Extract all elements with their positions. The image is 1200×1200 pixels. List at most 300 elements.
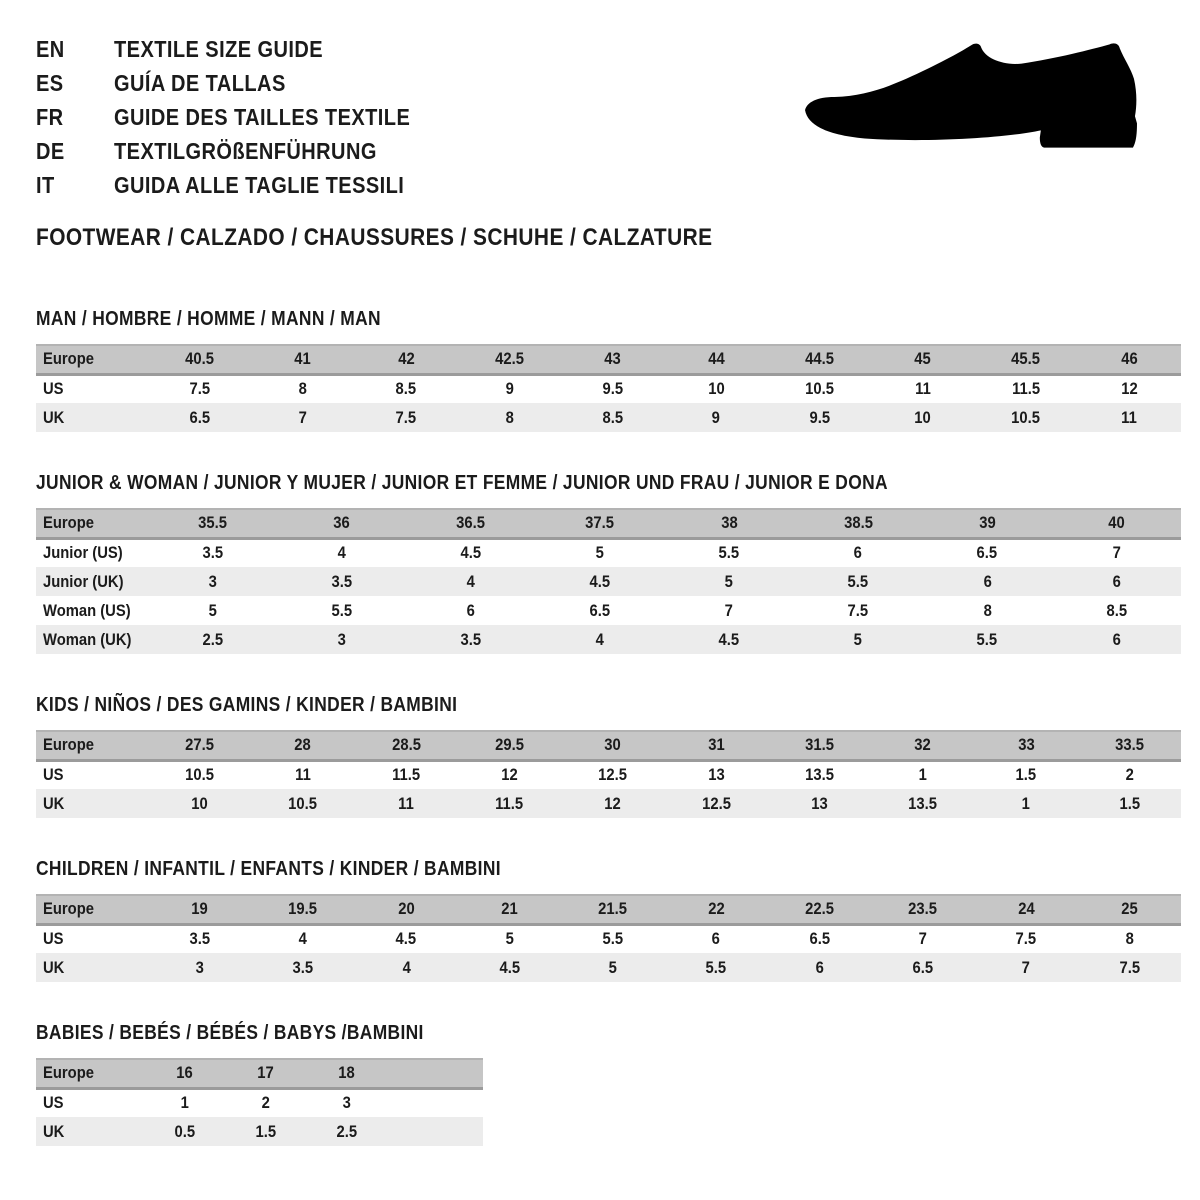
- size-cell: [458, 789, 561, 818]
- language-guide-label: [114, 168, 448, 202]
- size-value: 5.5: [602, 929, 624, 949]
- size-value: 0.5: [174, 1121, 195, 1141]
- table-row: [36, 760, 1181, 789]
- size-cell: [458, 760, 561, 789]
- language-guide-label-text: TEXTILGRÖßENFÜHRUNG: [114, 138, 377, 164]
- size-value: 10.5: [185, 765, 215, 785]
- size-cell: [664, 760, 767, 789]
- language-code: [36, 134, 114, 168]
- empty-cell: [387, 1088, 483, 1117]
- section-title-text: MAN / HOMBRE / HOMME / MANN / MAN: [36, 308, 381, 330]
- table-row: [36, 403, 1181, 432]
- size-cell: [923, 509, 1052, 538]
- size-cell: [665, 538, 794, 567]
- size-value: 9.5: [602, 379, 624, 399]
- category-title-text: FOOTWEAR / CALZADO / CHAUSSURES / SCHUHE / CALZATURE: [36, 224, 713, 251]
- size-cell: [768, 789, 871, 818]
- size-value: 5: [595, 543, 605, 563]
- table-row: [36, 789, 1181, 818]
- language-row-it: [36, 168, 455, 202]
- row-label: [36, 1117, 144, 1146]
- size-value: 4: [595, 629, 605, 649]
- size-cell: [1078, 953, 1181, 982]
- row-label-text: Europe: [43, 1063, 94, 1083]
- size-value: 5.5: [705, 957, 727, 977]
- size-cell: [665, 567, 794, 596]
- language-code: [36, 168, 114, 202]
- size-cell: [664, 731, 767, 760]
- size-cell: [871, 345, 974, 374]
- size-value: 11: [914, 379, 931, 399]
- table-row: [36, 625, 1181, 654]
- size-value: 2.5: [202, 629, 223, 649]
- table-row: [36, 1117, 483, 1146]
- row-label: [36, 509, 148, 538]
- size-value: 44: [707, 349, 725, 369]
- row-label: [36, 924, 148, 953]
- size-cell: [355, 374, 458, 403]
- size-value: 40: [1108, 513, 1125, 533]
- size-cell: [535, 567, 664, 596]
- size-cell: [458, 924, 561, 953]
- size-value: 9: [712, 407, 721, 427]
- size-value: 4: [298, 929, 308, 949]
- size-value: 6.5: [589, 600, 611, 620]
- size-cell: [768, 760, 871, 789]
- size-cell: [974, 760, 1077, 789]
- row-label-text: Europe: [43, 899, 94, 919]
- size-value: 5.5: [977, 629, 998, 649]
- table-row: [36, 953, 1181, 982]
- size-cell: [458, 403, 561, 432]
- table-row: [36, 374, 1181, 403]
- language-code: [36, 100, 114, 134]
- size-value: 3.5: [202, 543, 223, 563]
- size-value: 21: [501, 899, 518, 919]
- size-value: 12: [1121, 379, 1138, 399]
- section-title: [36, 308, 1180, 331]
- size-cell: [144, 1117, 225, 1146]
- size-value: 7: [1112, 543, 1121, 563]
- size-value: 6: [1112, 571, 1121, 591]
- size-value: 38.5: [843, 513, 873, 533]
- sections: [36, 308, 1180, 1146]
- size-value: 45.5: [1011, 349, 1041, 369]
- size-cell: [251, 345, 354, 374]
- size-cell: [355, 345, 458, 374]
- size-cell: [974, 345, 1077, 374]
- size-value: 21.5: [598, 899, 628, 919]
- size-value: 12: [501, 765, 518, 785]
- row-label-text: Junior (US): [43, 543, 123, 563]
- size-cell: [251, 895, 354, 924]
- row-label: [36, 1088, 144, 1117]
- language-code: [36, 66, 114, 100]
- size-cell: [923, 596, 1052, 625]
- size-cell: [974, 953, 1077, 982]
- size-value: 6.5: [977, 543, 998, 563]
- size-value: 10: [707, 379, 725, 399]
- size-cell: [768, 953, 871, 982]
- size-value: 6: [466, 600, 475, 620]
- size-value: 37.5: [585, 513, 615, 533]
- language-guide-label: [114, 32, 354, 66]
- size-cell: [355, 403, 458, 432]
- empty-cell: [387, 1117, 483, 1146]
- size-value: 32: [914, 735, 931, 755]
- size-value: 3: [342, 1093, 351, 1113]
- size-value: 8: [983, 600, 992, 620]
- size-cell: [535, 509, 664, 538]
- row-label-text: UK: [43, 1121, 65, 1141]
- row-label: [36, 374, 148, 403]
- language-code-text: ES: [36, 70, 64, 96]
- size-value: 39: [979, 513, 996, 533]
- row-label-text: US: [43, 765, 64, 785]
- row-label: [36, 731, 148, 760]
- size-value: 8.5: [602, 407, 624, 427]
- size-value: 45: [914, 349, 931, 369]
- table-row: [36, 1059, 483, 1088]
- size-cell: [1078, 403, 1181, 432]
- size-cell: [561, 731, 664, 760]
- size-cell: [148, 953, 251, 982]
- size-cell: [1078, 345, 1181, 374]
- size-cell: [664, 345, 767, 374]
- size-cell: [148, 509, 277, 538]
- size-value: 11: [398, 793, 415, 813]
- size-value: 7.5: [1015, 929, 1037, 949]
- size-value: 46: [1121, 349, 1138, 369]
- size-value: 10.5: [1011, 407, 1041, 427]
- size-value: 5: [724, 571, 734, 591]
- size-cell: [148, 731, 251, 760]
- language-row-de: [36, 134, 455, 168]
- row-label: [36, 538, 148, 567]
- table-row: [36, 509, 1181, 538]
- language-guide-label: [114, 66, 311, 100]
- size-cell: [251, 374, 354, 403]
- section-title: [36, 1022, 1180, 1045]
- size-value: 10: [191, 793, 208, 813]
- language-list: [36, 30, 455, 202]
- size-cell: [871, 895, 974, 924]
- table-row: [36, 538, 1181, 567]
- size-cell: [148, 924, 251, 953]
- size-cell: [458, 374, 561, 403]
- size-value: 13: [811, 793, 828, 813]
- size-cell: [148, 403, 251, 432]
- size-cell: [1078, 760, 1181, 789]
- size-cell: [1052, 509, 1181, 538]
- size-cell: [768, 731, 871, 760]
- size-value: 30: [604, 735, 622, 755]
- size-cell: [1052, 596, 1181, 625]
- size-cell: [225, 1117, 306, 1146]
- size-cell: [561, 403, 664, 432]
- size-value: 5.5: [847, 571, 869, 591]
- size-cell: [277, 509, 406, 538]
- size-cell: [794, 625, 923, 654]
- size-value: 9.5: [809, 407, 830, 427]
- size-value: 10.5: [805, 379, 834, 399]
- size-value: 4.5: [460, 543, 482, 563]
- language-code: [36, 32, 114, 66]
- size-value: 16: [176, 1063, 193, 1083]
- size-table: [36, 1058, 483, 1146]
- size-value: 3: [337, 629, 346, 649]
- row-label: [36, 345, 148, 374]
- row-label-text: Woman (US): [43, 600, 131, 620]
- size-cell: [148, 625, 277, 654]
- size-value: 10: [914, 407, 931, 427]
- language-code-text: IT: [36, 172, 55, 198]
- size-cell: [355, 789, 458, 818]
- size-value: 1: [918, 765, 927, 785]
- size-table: [36, 894, 1181, 982]
- size-cell: [406, 625, 535, 654]
- size-cell: [148, 538, 277, 567]
- size-cell: [306, 1117, 387, 1146]
- size-value: 6: [815, 957, 824, 977]
- size-cell: [535, 596, 664, 625]
- size-value: 13: [707, 765, 725, 785]
- size-cell: [251, 924, 354, 953]
- size-cell: [561, 895, 664, 924]
- size-cell: [974, 374, 1077, 403]
- size-cell: [561, 953, 664, 982]
- size-value: 36: [333, 513, 350, 533]
- size-value: 2: [1125, 765, 1134, 785]
- size-value: 6: [854, 543, 863, 563]
- size-value: 7.5: [395, 407, 417, 427]
- size-value: 7: [724, 600, 734, 620]
- size-value: 1.5: [1119, 793, 1140, 813]
- size-cell: [871, 953, 974, 982]
- size-value: 6: [712, 929, 721, 949]
- size-cell: [974, 789, 1077, 818]
- empty-cell: [387, 1059, 483, 1088]
- size-value: 4: [402, 957, 411, 977]
- size-value: 31: [707, 735, 725, 755]
- size-value: 3: [208, 571, 217, 591]
- size-cell: [458, 953, 561, 982]
- size-cell: [251, 953, 354, 982]
- size-cell: [1078, 731, 1181, 760]
- language-guide-label-text: TEXTILE SIZE GUIDE: [114, 36, 324, 62]
- size-value: 7: [918, 929, 927, 949]
- size-cell: [355, 924, 458, 953]
- section-title-text: KIDS / NIÑOS / DES GAMINS / KINDER / BAMBINI: [36, 694, 458, 716]
- table-row: [36, 567, 1181, 596]
- size-value: 2.5: [336, 1121, 357, 1141]
- size-cell: [306, 1059, 387, 1088]
- size-value: 3.5: [460, 629, 482, 649]
- size-value: 4.5: [499, 957, 520, 977]
- size-cell: [664, 374, 767, 403]
- size-value: 13.5: [805, 765, 834, 785]
- row-label: [36, 789, 148, 818]
- size-cell: [561, 789, 664, 818]
- size-cell: [225, 1088, 306, 1117]
- size-value: 1: [180, 1093, 189, 1113]
- size-cell: [144, 1059, 225, 1088]
- size-value: 6.5: [912, 957, 934, 977]
- size-cell: [148, 760, 251, 789]
- section-title: [36, 694, 1180, 717]
- size-value: 27.5: [185, 735, 215, 755]
- size-cell: [561, 374, 664, 403]
- size-cell: [1052, 538, 1181, 567]
- row-label: [36, 567, 148, 596]
- size-value: 6.5: [189, 407, 210, 427]
- row-label: [36, 895, 148, 924]
- language-guide-label-text: GUIDE DES TAILLES TEXTILE: [114, 104, 411, 130]
- size-section: [36, 308, 1180, 432]
- size-value: 31.5: [805, 735, 834, 755]
- size-value: 5: [854, 629, 863, 649]
- language-row-es: [36, 66, 455, 100]
- size-table: [36, 344, 1181, 432]
- size-value: 5: [208, 600, 217, 620]
- size-value: 23.5: [908, 899, 938, 919]
- size-value: 13.5: [908, 793, 938, 813]
- size-value: 28.5: [391, 735, 421, 755]
- table-row: [36, 924, 1181, 953]
- size-value: 4.5: [589, 571, 611, 591]
- row-label-text: UK: [43, 793, 65, 813]
- size-cell: [144, 1088, 225, 1117]
- size-value: 2: [261, 1093, 270, 1113]
- size-cell: [665, 625, 794, 654]
- size-cell: [406, 567, 535, 596]
- size-cell: [148, 567, 277, 596]
- size-cell: [664, 953, 767, 982]
- size-value: 4.5: [395, 929, 417, 949]
- language-guide-label: [114, 134, 416, 168]
- size-value: 5: [505, 929, 514, 949]
- language-guide-label: [114, 100, 455, 134]
- size-value: 35.5: [198, 513, 227, 533]
- size-table: [36, 730, 1181, 818]
- size-value: 25: [1121, 899, 1138, 919]
- size-value: 6: [983, 571, 992, 591]
- size-value: 8: [1125, 929, 1134, 949]
- size-value: 4: [466, 571, 475, 591]
- size-cell: [768, 895, 871, 924]
- row-label: [36, 625, 148, 654]
- size-cell: [148, 374, 251, 403]
- size-value: 19.5: [288, 899, 318, 919]
- size-cell: [535, 625, 664, 654]
- size-cell: [794, 567, 923, 596]
- size-cell: [355, 731, 458, 760]
- size-cell: [251, 789, 354, 818]
- size-cell: [406, 538, 535, 567]
- row-label-text: US: [43, 1093, 64, 1113]
- size-value: 5.5: [718, 543, 740, 563]
- size-value: 7: [1021, 957, 1031, 977]
- section-title: [36, 472, 1180, 495]
- size-cell: [251, 731, 354, 760]
- section-title-text: BABIES / BEBÉS / BÉBÉS / BABYS /BAMBINI: [36, 1022, 424, 1044]
- size-cell: [871, 789, 974, 818]
- size-cell: [768, 374, 871, 403]
- size-value: 11.5: [392, 765, 421, 785]
- size-cell: [768, 924, 871, 953]
- size-value: 5.5: [331, 600, 352, 620]
- size-value: 1.5: [1015, 765, 1037, 785]
- size-value: 40.5: [185, 349, 215, 369]
- size-value: 43: [604, 349, 622, 369]
- size-value: 11.5: [495, 793, 524, 813]
- size-cell: [664, 895, 767, 924]
- section-title-text: JUNIOR & WOMAN / JUNIOR Y MUJER / JUNIOR ET FEMME / JUNIOR UND FRAU / JUNIOR E DONA: [36, 472, 888, 494]
- size-cell: [277, 567, 406, 596]
- size-cell: [561, 345, 664, 374]
- size-cell: [561, 924, 664, 953]
- size-value: 3: [195, 957, 204, 977]
- size-cell: [871, 760, 974, 789]
- size-value: 18: [338, 1063, 355, 1083]
- size-cell: [1078, 895, 1181, 924]
- size-cell: [664, 924, 767, 953]
- size-value: 7: [298, 407, 308, 427]
- size-value: 7.5: [847, 600, 869, 620]
- size-cell: [794, 538, 923, 567]
- table-row: [36, 731, 1181, 760]
- size-value: 1: [1021, 793, 1031, 813]
- size-value: 41: [294, 349, 312, 369]
- size-cell: [871, 924, 974, 953]
- size-cell: [458, 731, 561, 760]
- size-value: 22.5: [805, 899, 834, 919]
- size-cell: [665, 509, 794, 538]
- size-value: 6.5: [809, 929, 830, 949]
- shoe-icon: [802, 42, 1138, 152]
- size-value: 22: [707, 899, 725, 919]
- row-label-text: US: [43, 929, 64, 949]
- size-cell: [148, 789, 251, 818]
- size-value: 8.5: [1106, 600, 1127, 620]
- table-row: [36, 345, 1181, 374]
- section-title-text: CHILDREN / INFANTIL / ENFANTS / KINDER / BAMBINI: [36, 858, 501, 880]
- size-table: [36, 508, 1181, 654]
- size-value: 33.5: [1114, 735, 1144, 755]
- size-cell: [148, 345, 251, 374]
- size-cell: [974, 731, 1077, 760]
- size-cell: [974, 403, 1077, 432]
- size-value: 29.5: [495, 735, 524, 755]
- language-row-en: [36, 32, 455, 66]
- size-value: 11: [295, 765, 311, 785]
- size-value: 11: [1121, 407, 1138, 427]
- size-value: 28: [294, 735, 312, 755]
- size-section: [36, 694, 1180, 818]
- language-guide-label-text: GUIDA ALLE TAGLIE TESSILI: [114, 172, 405, 198]
- page-header: [36, 30, 1180, 202]
- row-label: [36, 596, 148, 625]
- size-value: 5: [608, 957, 617, 977]
- table-row: [36, 895, 1181, 924]
- size-cell: [923, 538, 1052, 567]
- size-value: 42.5: [495, 349, 524, 369]
- row-label-text: Europe: [43, 735, 94, 755]
- size-cell: [148, 596, 277, 625]
- size-value: 3.5: [331, 571, 352, 591]
- size-cell: [535, 538, 664, 567]
- row-label-text: UK: [43, 957, 65, 977]
